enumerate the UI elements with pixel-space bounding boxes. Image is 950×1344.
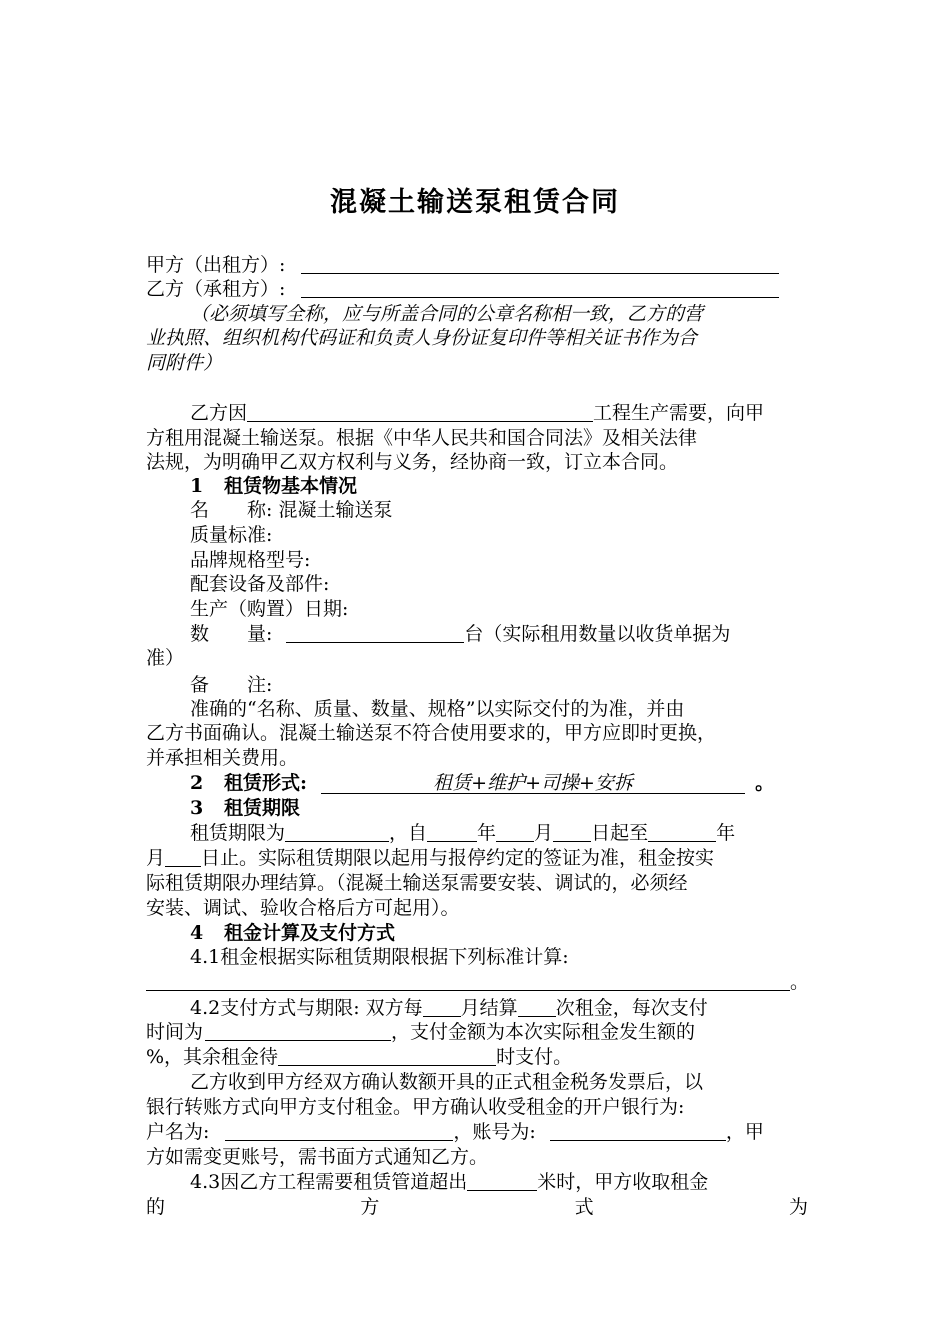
- s4-3-line-3: [146, 1120, 808, 1144]
- section-number: 2: [190, 772, 204, 794]
- s4-text: %，其余租金待: [146, 1046, 279, 1068]
- section-3-heading: [190, 796, 808, 820]
- s4-3-line-1: 乙方收到甲方经双方确认数额开具的正式租金税务发票后，以: [190, 1071, 704, 1093]
- project-blank: [247, 403, 593, 422]
- lease-form-value: 租赁+维护+司操+安拆: [321, 773, 745, 794]
- party-b-line: [146, 277, 808, 301]
- intro-text: 工程生产需要，向甲: [593, 402, 765, 424]
- end-day-blank: [165, 848, 201, 867]
- s3-text: 月: [534, 822, 554, 844]
- s4-text: 的: [146, 1196, 166, 1218]
- s4-2-line-2: [146, 1020, 808, 1044]
- end-year-blank: [648, 823, 716, 842]
- intro-line-3: 法规，为明确甲乙双方权利与义务，经协商一致，订立本合同。: [146, 451, 679, 473]
- s3-text: 年: [477, 822, 497, 844]
- quantity-note: 台（实际租用数量以收货单据为: [464, 623, 731, 645]
- s4-text: 式: [574, 1196, 594, 1218]
- months-blank: [423, 998, 461, 1017]
- section-number: 1: [190, 475, 204, 497]
- s3-line-2: [146, 846, 808, 870]
- party-b-label: 乙方（承租方）:: [146, 278, 286, 300]
- s1-para-line-1: 准确的“名称、质量、数量、规格”以实际交付的为准，并由: [190, 698, 685, 720]
- s4-text: ，账号为:: [453, 1121, 536, 1143]
- intro-text: 乙方因: [190, 402, 248, 424]
- party-b-blank: [301, 279, 779, 298]
- s4-4-line-1: [190, 1170, 808, 1194]
- s4-3-line-4: 方如需变更账号，需书面方式通知乙方。: [146, 1146, 489, 1168]
- account-number-blank: [550, 1122, 726, 1141]
- section-title: 租赁物基本情况: [224, 475, 358, 497]
- s4-text: 方: [360, 1196, 380, 1218]
- section-title: 租金计算及支付方式: [224, 922, 396, 944]
- start-year-blank: [427, 823, 477, 842]
- section-1-heading: [190, 474, 808, 498]
- item-equipment: 配套设备及部件:: [190, 573, 330, 595]
- section-number: 4: [190, 922, 204, 944]
- s4-text: ，甲: [725, 1121, 764, 1143]
- s4-text: 4.2支付方式与期限: 双方每: [190, 997, 423, 1019]
- start-day-blank: [553, 823, 591, 842]
- s4-text: 次租金，每次支付: [555, 997, 708, 1019]
- rent-standard-blank: [146, 972, 790, 991]
- s4-text: 4.3因乙方工程需要租赁管道超出: [190, 1171, 468, 1193]
- party-a-blank: [301, 255, 779, 274]
- party-a-line: [146, 253, 808, 277]
- s4-text: 时间为: [146, 1021, 204, 1043]
- s4-4-line-2: [146, 1195, 808, 1219]
- s4-text: 时支付。: [496, 1046, 573, 1068]
- note-line-1: （必须填写全称，应与所盖合同的公章名称相一致，乙方的营: [190, 303, 704, 325]
- s4-text: 米时，甲方收取租金: [537, 1171, 709, 1193]
- item-name: 名 称: 混凝土输送泵: [190, 499, 393, 521]
- remaining-blank: [278, 1047, 496, 1066]
- pipe-length-blank: [467, 1172, 537, 1191]
- s4-2-line-1: [190, 996, 808, 1020]
- item-quality: 质量标准:: [190, 524, 273, 546]
- start-month-blank: [496, 823, 534, 842]
- s1-para-line-2: 乙方书面确认。混凝土输送泵不符合使用要求的，甲方应即时更换，: [146, 722, 717, 744]
- s3-text: 日止。实际租赁期限以起用与报停约定的签证为准，租金按实: [201, 847, 715, 869]
- s4-2-line-3: [146, 1045, 808, 1069]
- s3-text: 年: [716, 822, 736, 844]
- s4-3-line-2: 银行转账方式向甲方支付租金。甲方确认收受租金的开户银行为:: [146, 1096, 685, 1118]
- item-brand: 品牌规格型号:: [190, 549, 311, 571]
- intro-line-1: [190, 401, 808, 425]
- quantity-note-end: 准）: [146, 647, 185, 669]
- note-line-2: 业执照、组织机构代码证和负责人身份证复印件等相关证书作为合: [146, 327, 698, 349]
- period-blank: [285, 823, 389, 842]
- section-number: 3: [190, 797, 204, 819]
- s3-text: 租赁期限为: [190, 822, 286, 844]
- s4-1-blank-line: [146, 970, 808, 994]
- s3-line-4: 安装、调试、验收合格后方可起用）。: [146, 897, 460, 919]
- section-title: 租赁形式:: [224, 772, 308, 794]
- s3-text: 月: [146, 847, 166, 869]
- note-line-3: 同附件）: [146, 352, 223, 374]
- s1-para-line-3: 并承担相关费用。: [146, 747, 299, 769]
- s3-text: 日起至: [591, 822, 649, 844]
- section-4-heading: [190, 921, 808, 945]
- period-mark: 。: [790, 971, 810, 993]
- s3-line-3: 际租赁期限办理结算。（混凝土输送泵需要安装、调试的，必须经: [146, 872, 688, 894]
- s3-text: ，自: [389, 822, 428, 844]
- intro-line-2: 方租用混凝土输送泵。根据《中华人民共和国合同法》及相关法律: [146, 427, 698, 449]
- times-blank: [518, 998, 556, 1017]
- section-2-heading: [190, 771, 808, 795]
- section-title: 租赁期限: [224, 797, 301, 819]
- payment-time-blank: [205, 1022, 391, 1041]
- item-date: 生产（购置）日期:: [190, 598, 349, 620]
- account-name-blank: [225, 1122, 453, 1141]
- s4-1-line: 4.1租金根据实际租赁期限根据下列标准计算:: [190, 946, 569, 968]
- quantity-blank: [286, 624, 464, 643]
- item-remark: 备 注:: [190, 674, 273, 696]
- s4-text: 为: [788, 1196, 808, 1218]
- document-title: 混凝土输送泵租赁合同: [330, 187, 620, 218]
- s3-line-1: [190, 821, 808, 845]
- s4-text: 户名为:: [146, 1121, 210, 1143]
- s4-text: 月结算: [460, 997, 518, 1019]
- quantity-label: 数 量:: [190, 623, 273, 645]
- item-quantity: [190, 622, 808, 646]
- s4-text: ，支付金额为本次实际租金发生额的: [391, 1021, 696, 1043]
- period-mark: 。: [755, 772, 775, 794]
- party-a-label: 甲方（出租方）:: [146, 254, 286, 276]
